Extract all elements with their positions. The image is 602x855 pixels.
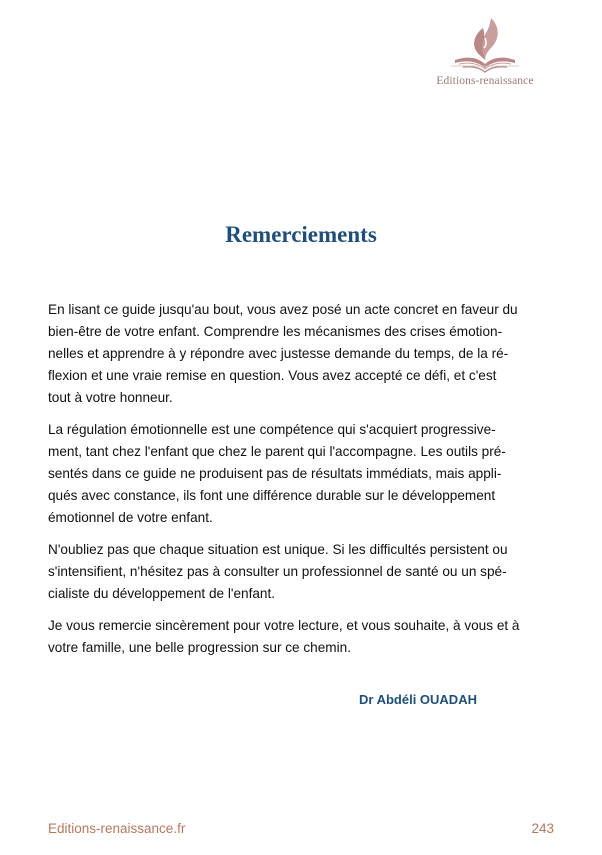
page-title: Remerciements	[225, 222, 377, 247]
text-line: N'oubliez pas que chaque situation est unique. Si les difficultés persistent ou	[48, 542, 508, 557]
paragraph	[48, 539, 554, 605]
book-flame-icon	[445, 14, 525, 76]
text-line: nelles et apprendre à y répondre avec justesse demande du temps, de la ré-	[48, 346, 509, 361]
text-line: tout à votre honneur.	[48, 390, 173, 405]
text-line: votre famille, une belle progression sur ce chemin.	[48, 640, 351, 655]
text-line: cialiste du développement de l'enfant.	[48, 586, 276, 601]
text-line: bien-être de votre enfant. Comprendre les mécanismes des crises émotion-	[48, 324, 503, 339]
text-line: s'intensifient, n'hésitez pas à consulter un professionnel de santé ou un spé-	[48, 564, 507, 579]
publisher-logo	[420, 14, 550, 94]
author-signature: Dr Abdéli OUADAH	[359, 692, 477, 707]
page-number: 243	[531, 821, 554, 836]
text-line: flexion et une vraie remise en question. Vous avez accepté ce défi, et c'est	[48, 368, 497, 383]
text-line: qués avec constance, ils font une différence durable sur le développement	[48, 488, 496, 503]
paragraph	[48, 419, 554, 529]
text-line: sentés dans ce guide ne produisent pas de résultats immédiats, mais appli-	[48, 466, 502, 481]
paragraph	[48, 299, 554, 409]
text-line: émotionnel de votre enfant.	[48, 510, 213, 525]
text-line: La régulation émotionnelle est une compétence qui s'acquiert progressive-	[48, 422, 496, 437]
text-line: ment, tant chez l'enfant que chez le parent qui l'accompagne. Les outils pré-	[48, 444, 506, 459]
logo-text: Editions-renaissance	[436, 75, 534, 87]
text-line: En lisant ce guide jusqu'au bout, vous avez posé un acte concret en faveur du	[48, 302, 518, 317]
footer-website: Editions-renaissance.fr	[48, 821, 186, 836]
paragraph	[48, 615, 554, 659]
text-line: Je vous remercie sincèrement pour votre lecture, et vous souhaite, à vous et à	[48, 618, 520, 633]
body-text	[48, 299, 554, 669]
